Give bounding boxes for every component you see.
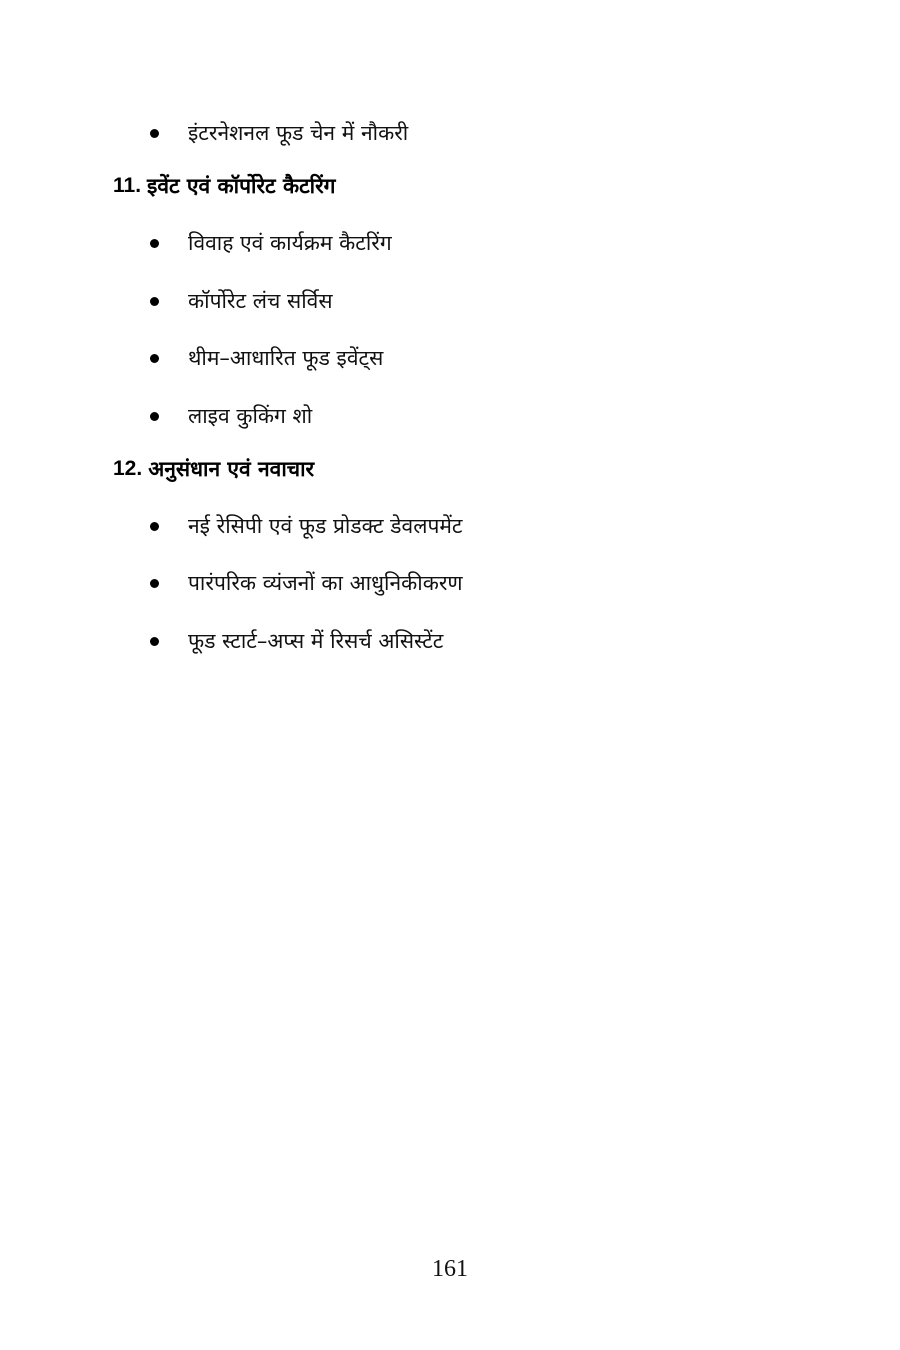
bullet-icon <box>150 129 159 138</box>
list-item-text: विवाह एवं कार्यक्रम कैटरिंग <box>188 230 392 255</box>
list-item-text: पारंपरिक व्यंजनों का आधुनिकीकरण <box>188 570 463 595</box>
list-item-text: नई रेसिपी एवं फूड प्रोडक्ट डेवलपमेंट <box>188 513 463 538</box>
section-title: इवेंट एवं कॉर्पोरेट कैटरिंग <box>147 174 336 198</box>
list-item <box>150 223 392 263</box>
bullet-icon <box>150 579 159 588</box>
list-item <box>150 506 463 546</box>
list-item <box>150 563 463 603</box>
list-item <box>150 621 443 661</box>
list-item-text: फूड स्टार्ट–अप्स में रिसर्च असिस्टेंट <box>188 628 444 653</box>
section-heading <box>113 449 314 489</box>
bullet-icon <box>150 412 159 421</box>
list-item <box>150 338 383 378</box>
section-heading <box>113 166 336 206</box>
bullet-icon <box>150 297 159 306</box>
list-item-text: कॉर्पोरेट लंच सर्विस <box>188 288 333 313</box>
bullet-icon <box>150 354 159 363</box>
list-item-text: थीम–आधारित फूड इवेंट्स <box>188 345 384 370</box>
section-number: 12. <box>113 457 143 480</box>
list-item <box>150 281 333 321</box>
bullet-icon <box>150 239 159 248</box>
section-title: अनुसंधान एवं नवाचार <box>148 457 315 481</box>
bullet-icon <box>150 637 159 646</box>
list-item <box>150 113 408 153</box>
list-item-text: इंटरनेशनल फूड चेन में नौकरी <box>188 120 409 145</box>
section-number: 11. <box>113 174 142 197</box>
list-item-text: लाइव कुकिंग शो <box>188 403 313 428</box>
bullet-icon <box>150 522 159 531</box>
list-item <box>150 396 312 436</box>
page-number: 161 <box>432 1256 468 1282</box>
